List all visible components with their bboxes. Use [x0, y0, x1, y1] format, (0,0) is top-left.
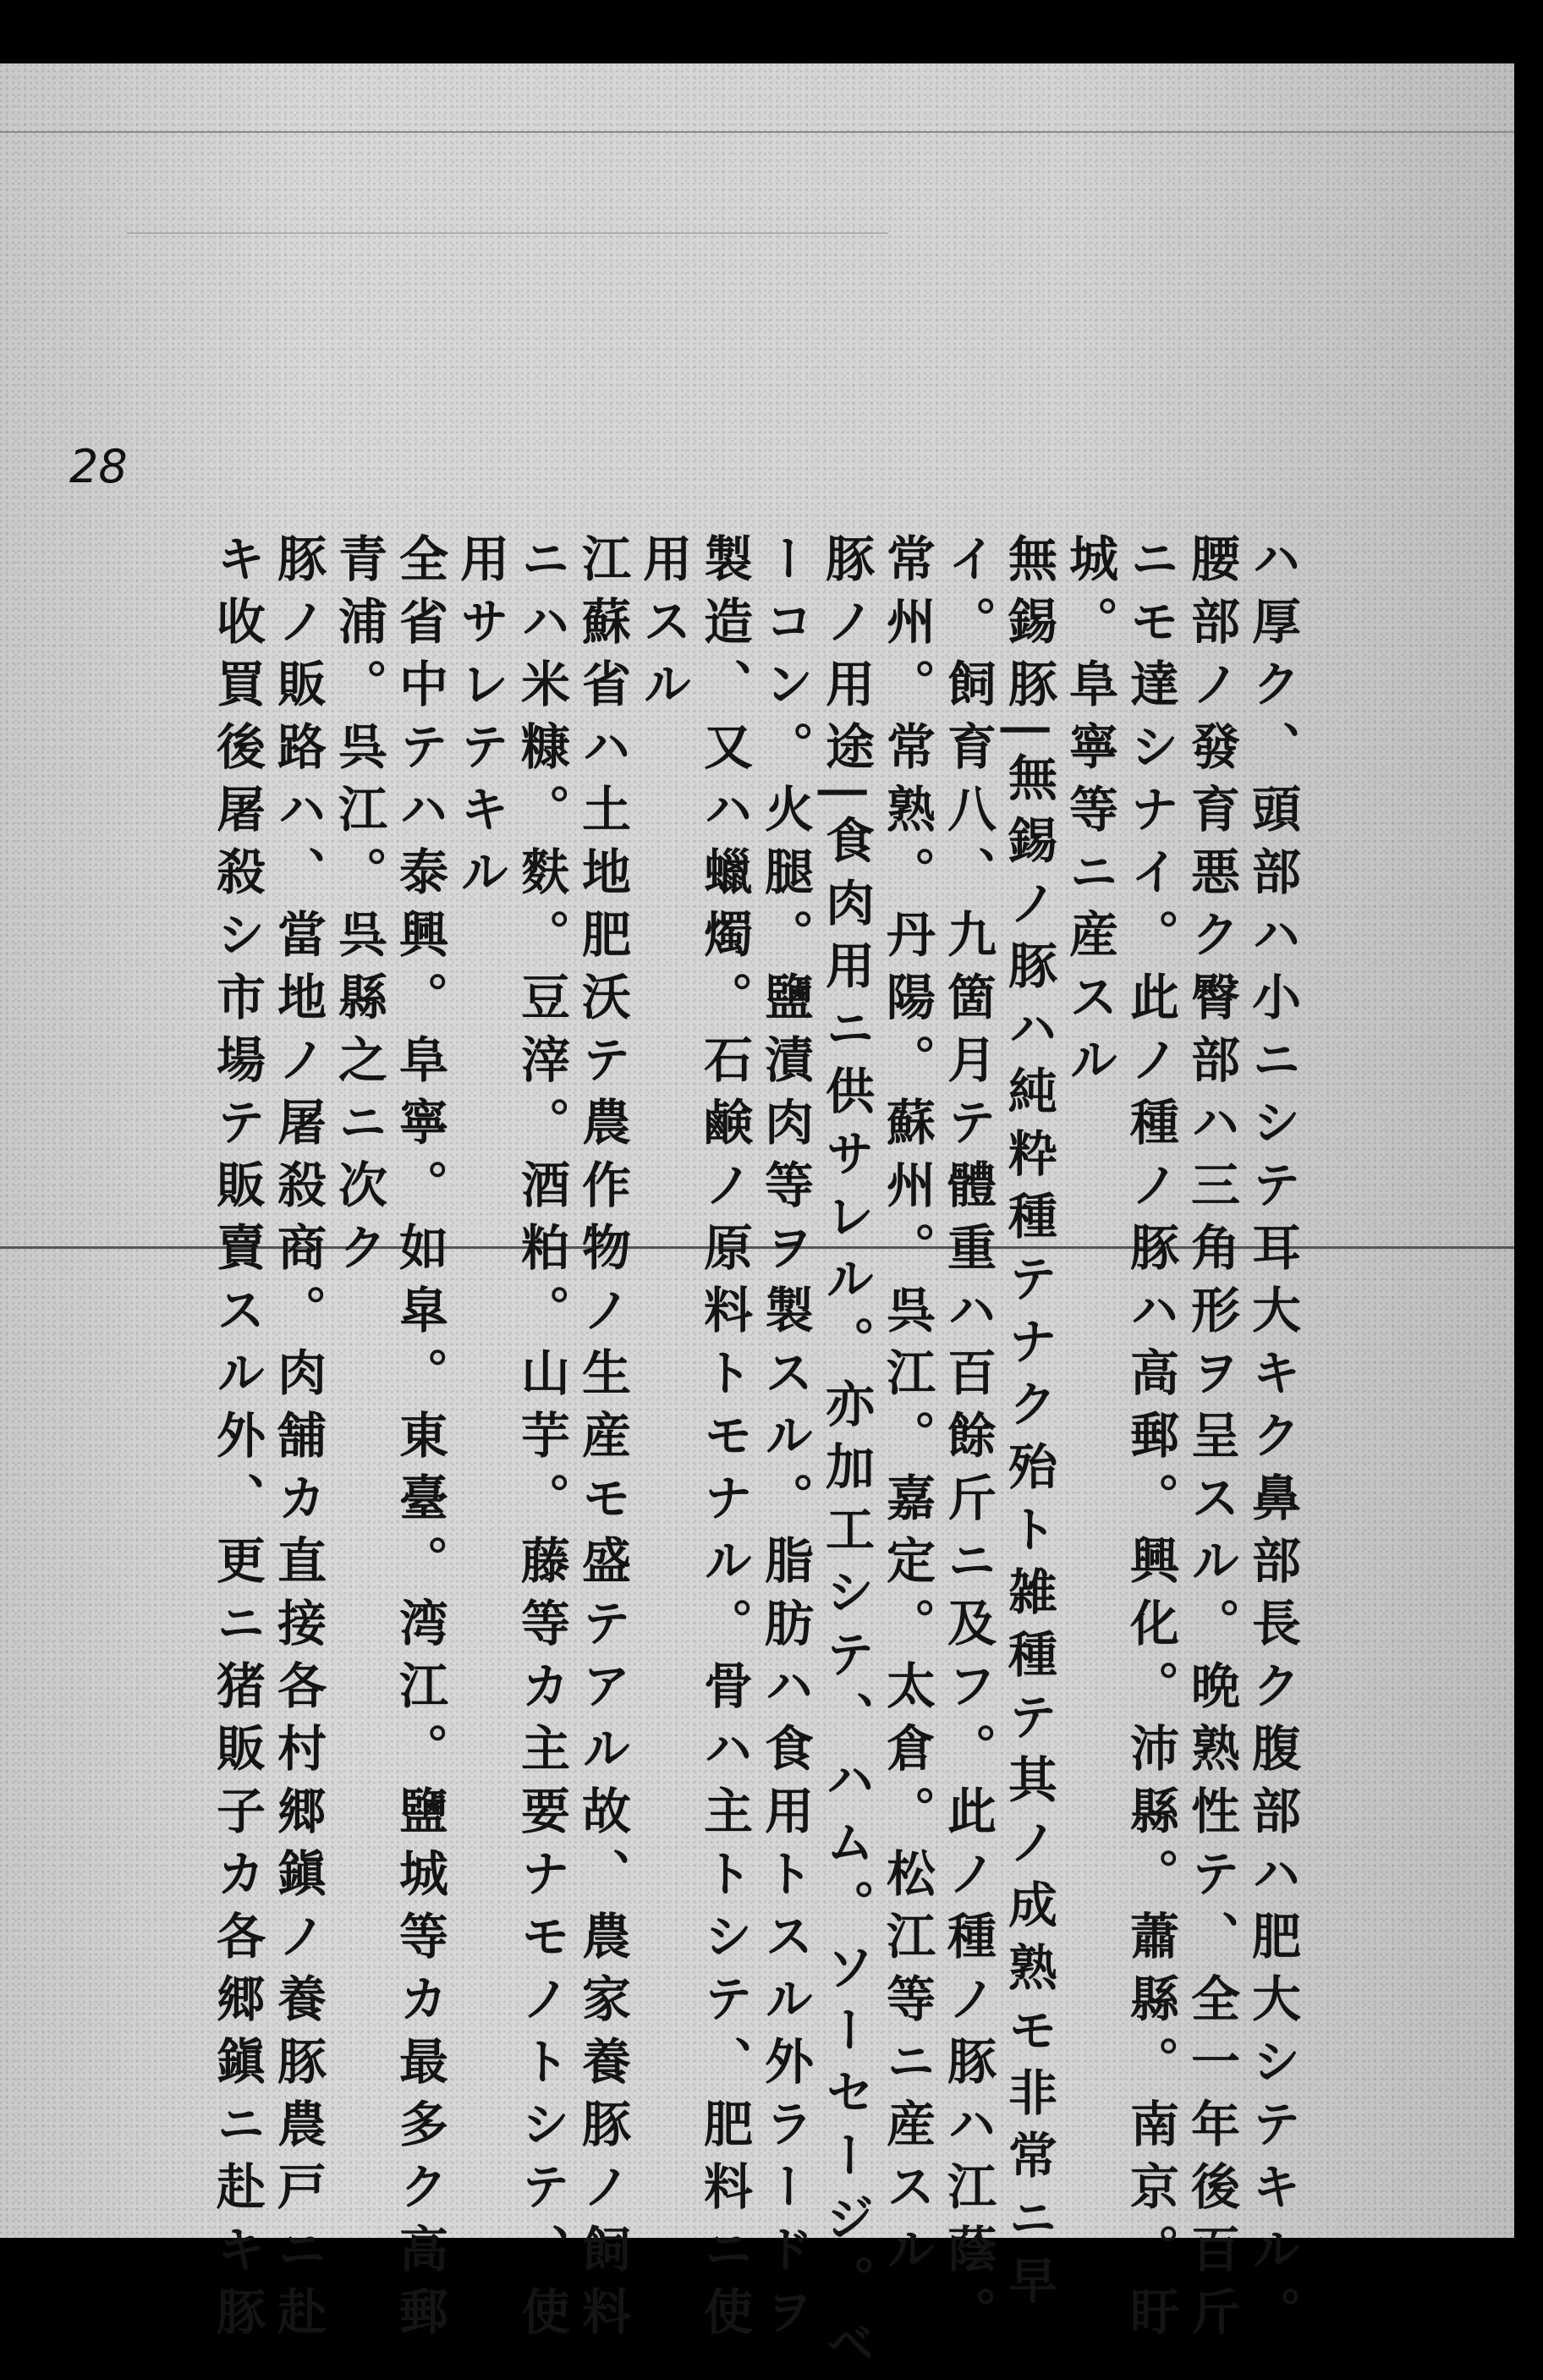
text-column-18: キ收買後屠殺シ市場テ販賣スル外、更ニ猪販子カ各郷鎭ニ赴キ豚 — [208, 533, 266, 2349]
text-column-6: イ。飼育八、九箇月テ體重ハ百餘斤ニ及フ。此ノ種ノ豚ハ江蔭。 — [939, 533, 997, 2349]
document-page — [0, 63, 1514, 2380]
text-column-13: ニハ米糠。麩。豆滓。酒粕。山芋。藤等カ主要ナモノトシテ、使 — [513, 533, 570, 2349]
text-column-8: 豚ノ用途|食肉用ニ供サレル。亦加工シテ、ハム。ソーセージ。ベ — [817, 533, 875, 2380]
text-column-15: 全省中テハ泰興。阜寧。如皐。東臺。湾江。鹽城等カ最多ク高郵 — [391, 533, 448, 2349]
text-column-2: 腰部ノ發育悪ク臀部ハ三角形ヲ呈スル。晩熟性テ、全一年後百斤 — [1183, 533, 1240, 2349]
header-rule — [127, 233, 888, 234]
text-column-4: 城。阜寧等ニ産スル — [1061, 533, 1118, 1097]
text-column-3: ニモ達シナイ。此ノ種ノ豚ハ高郵。興化。沛縣。蕭縣。南京。盱 — [1122, 533, 1179, 2349]
top-rule — [0, 131, 1514, 133]
text-column-10: 製造、又ハ蠟燭。石鹸ノ原料トモナル。骨ハ主トシテ、肥料ニ使 — [695, 533, 753, 2349]
text-column-16: 青浦。呉江。呉縣之ニ次ク — [330, 533, 387, 1284]
text-column-17: 豚ノ販路ハ、當地ノ屠殺商。肉舗カ直接各村郷鎭ノ養豚農戸ニ赴 — [269, 533, 327, 2349]
text-column-12: 江蘇省ハ土地肥沃テ農作物ノ生産モ盛テアル故、農家養豚ノ飼料 — [574, 533, 631, 2349]
text-column-14: 用サレテキル — [452, 533, 509, 909]
text-column-11: 用スル — [634, 533, 692, 721]
text-column-5: 無錫豚|無錫ノ豚ハ純粋種テナク殆ト雑種テ其ノ成熟モ非常ニ早 — [1000, 533, 1057, 2318]
text-column-1: ハ厚ク、頭部ハ小ニシテ耳大キク鼻部長ク腹部ハ肥大シテキル。 — [1244, 533, 1301, 2349]
page-number: 28 — [69, 440, 128, 493]
text-column-7: 常州。常熟。丹陽。蘇州。呉江。嘉定。太倉。松江等ニ産スル — [878, 533, 936, 2286]
text-column-9: ーコン。火腿。鹽漬肉等ヲ製スル。脂肪ハ食用トスル外ラードヲ — [756, 533, 814, 2349]
